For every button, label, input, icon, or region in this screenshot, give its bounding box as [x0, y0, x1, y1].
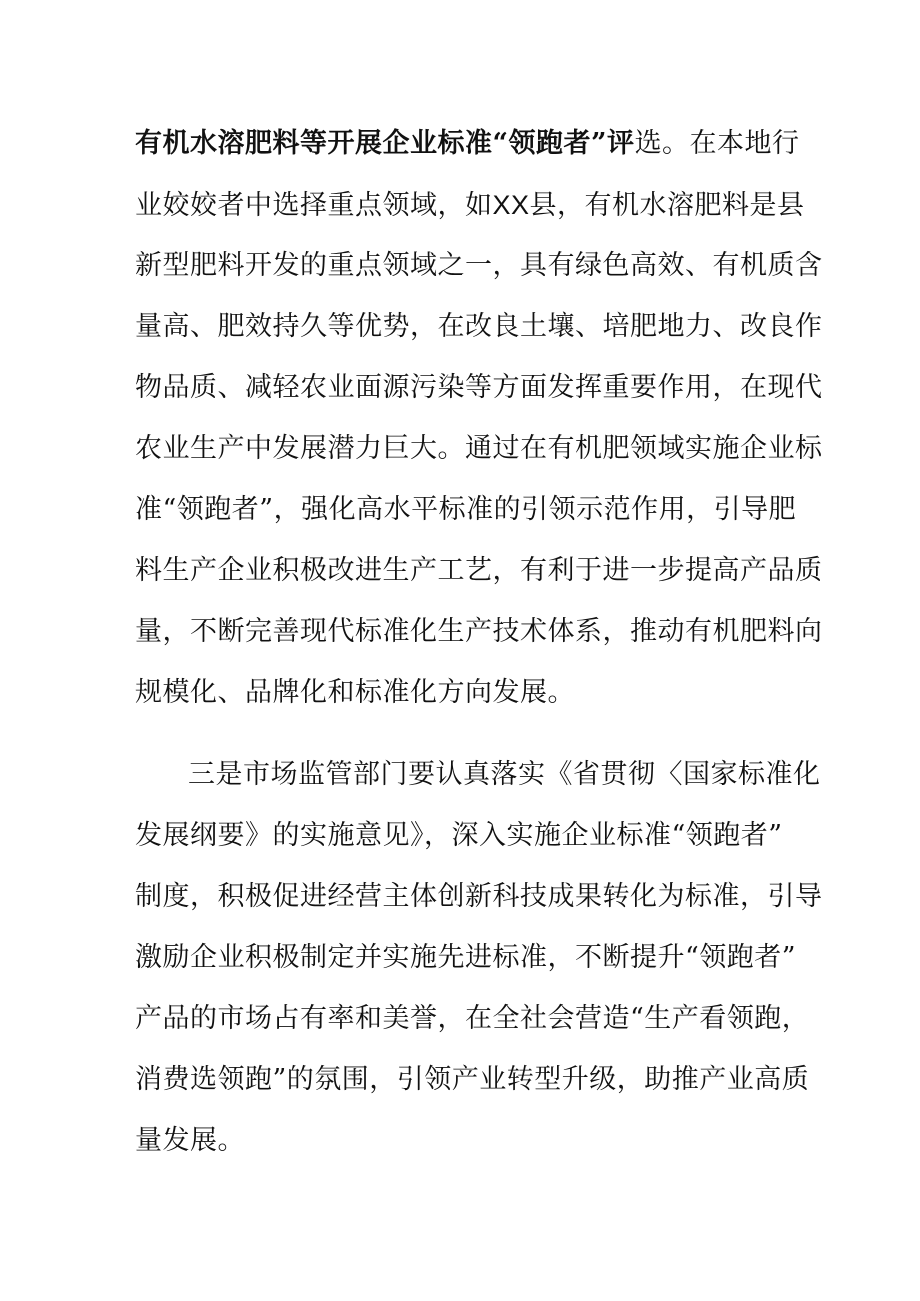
paragraph-line: 激励企业积极制定并实施先进标准，不断提升“领跑者” — [135, 942, 797, 973]
paragraph-line: 产品的市场占有率和美誉，在全社会营造“生产看领跑， — [135, 1003, 810, 1034]
paragraph-line: 规模化、品牌化和标准化方向发展。 — [135, 677, 575, 708]
paragraph-line: 农业生产中发展潜力巨大。通过在有机肥领域实施企业标 — [135, 433, 823, 464]
paragraph-line: 发展纲要》的实施意见》，深入实施企业标准“领跑者” — [135, 820, 783, 851]
paragraph-line: 新型肥料开发的重点领域之一，具有绿色高效、有机质含 — [135, 250, 823, 281]
paragraph-line: 量高、肥效持久等优势，在改良土壤、培肥地力、改良作 — [135, 311, 823, 342]
line-text: 县，有机水溶肥料是县 — [529, 190, 805, 221]
paragraph-line: 制度，积极促进经营主体创新科技成果转化为标准，引导 — [135, 881, 823, 912]
paragraph-line: 三是市场监管部门要认真落实《省贯彻〈国家标准化 — [188, 759, 821, 790]
paragraph-line — [135, 126, 800, 162]
county-placeholder: XX — [492, 190, 530, 220]
paragraph-line: 准“领跑者”，强化高水平标准的引领示范作用，引导肥 — [135, 494, 797, 525]
paragraph-line: 消费选领跑”的氛围，引领产业转型升级，助推产业高质 — [135, 1064, 810, 1095]
bold-phrase: 有机水溶肥料等开展企业标准“领跑者”评 — [135, 128, 635, 159]
line-text: 业姣姣者中选择重点领域，如 — [135, 190, 493, 221]
paragraph-line: 料生产企业积极改进生产工艺，有利于进一步提高产品质 — [135, 555, 823, 586]
paragraph-line: 物品质、减轻农业面源污染等方面发挥重要作用，在现代 — [135, 372, 823, 403]
paragraph-line: 量发展。 — [135, 1125, 245, 1156]
paragraph-line: 量，不断完善现代标准化生产技术体系，推动有机肥料向 — [135, 616, 823, 647]
paragraph-line — [135, 187, 805, 224]
line-text: 选。在本地行 — [634, 128, 800, 159]
